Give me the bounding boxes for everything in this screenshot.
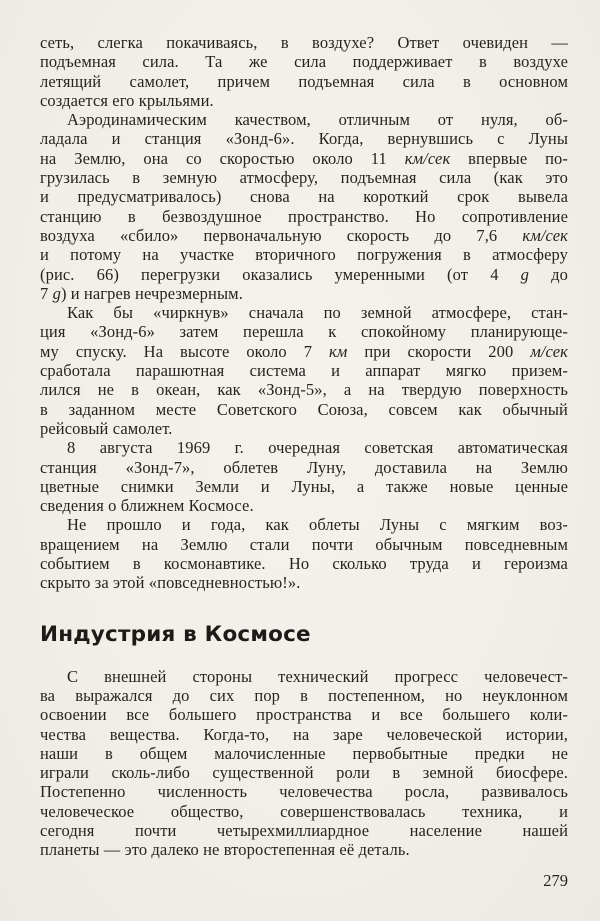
text-line: Аэродинамическим качеством, отличным от нуля, об- — [67, 110, 568, 130]
text-line: ва выражался до сих пор в постепенном, но неуклонном — [40, 685, 568, 705]
text-line: 8 августа 1969 г. очередная советская автоматическая — [67, 438, 568, 458]
text-line: скрыто за этой «повседневностью!». — [40, 573, 301, 593]
text-line: освоении все большего пространства и все большего коли- — [40, 705, 568, 725]
text-line: грузилась в земную атмосферу, подъемная сила (как это — [40, 168, 568, 188]
paragraph — [40, 515, 568, 592]
paragraph — [40, 110, 568, 303]
text-line: сведения о ближнем Космосе. — [40, 496, 254, 516]
text-line: цветные снимки Земли и Луны, а также новые ценные — [40, 476, 568, 496]
text-line: человеческое общество, совершенствовалась техника, и — [40, 801, 568, 821]
text-line: (рис. 66) перегрузки оказались умеренными (от 4 g до — [40, 264, 568, 284]
text-line: сеть, слегка покачиваясь, в воздухе? Ответ очевиден — — [40, 33, 568, 52]
paragraph — [40, 303, 568, 438]
text-line: ладала и станция «Зонд-6». Когда, вернувшись с Луны — [40, 129, 568, 149]
text-line: и потому на участке вторичного погружения в атмосферу — [40, 245, 568, 265]
text-line: и предусматривалось) снова на короткий срок вывела — [40, 187, 568, 207]
paragraph — [40, 33, 568, 110]
text-line: му спуску. На высоте около 7 км при скорости 200 м/сек — [40, 341, 568, 361]
text-line: создается его крыльями. — [40, 90, 214, 110]
text-line: 7 g) и нагрев нечрезмерным. — [40, 283, 243, 303]
paragraph — [40, 438, 568, 515]
text-line: планеты — это далеко не второстепенная её деталь. — [40, 840, 410, 860]
text-line: С внешней стороны технический прогресс человечест- — [67, 666, 568, 686]
text-line: чества вещества. Когда-то, на заре человеческой истории, — [40, 724, 568, 744]
text-line: событием в космонавтике. Но сколько труда и героизма — [40, 554, 568, 574]
text-line: сегодня почти четырехмиллиардное население нашей — [40, 820, 568, 840]
text-line: ция «Зонд-6» затем перешла к спокойному планирующе- — [40, 322, 568, 342]
text-line: в заданном месте Советского Союза, совсем как обычный — [40, 399, 568, 419]
text-line: Как бы «чиркнув» сначала по земной атмосфере, стан- — [67, 303, 568, 323]
text-line: станцию в безвоздушное пространство. Но сопротивление — [40, 206, 568, 226]
paragraph — [40, 667, 568, 860]
text-block — [40, 33, 568, 860]
text-line: подъемная сила. Та же сила поддерживает в воздухе — [40, 52, 568, 72]
text-line: Постепенно численность человечества росла, развивалось — [40, 782, 568, 802]
text-line: на Землю, она со скоростью около 11 км/сек впервые по- — [40, 148, 569, 168]
text-line: воздуха «сбило» первоначальную скорость до 7,6 км/сек — [40, 225, 568, 245]
text-line: наши в общем малочисленные первобытные предки не — [40, 743, 568, 763]
section-heading: Индустрия в Космосе — [40, 621, 311, 647]
page-number: 279 — [543, 871, 568, 890]
text-line: рейсовый самолет. — [40, 418, 173, 438]
text-line: играли сколь-либо существенной роли в земной биосфере. — [40, 763, 568, 783]
text-line: летящий самолет, причем подъемная сила в основном — [40, 71, 568, 91]
text-line: станция «Зонд-7», облетев Луну, доставила на Землю — [40, 457, 568, 477]
text-line: лился не в океан, как «Зонд-5», а на твердую поверхность — [40, 380, 568, 400]
text-line: сработала парашютная система и аппарат мягко призем- — [40, 361, 568, 381]
text-line: вращением на Землю стали почти обычным повседневным — [40, 534, 568, 554]
text-line: Не прошло и года, как облеты Луны с мягким воз- — [67, 515, 568, 535]
